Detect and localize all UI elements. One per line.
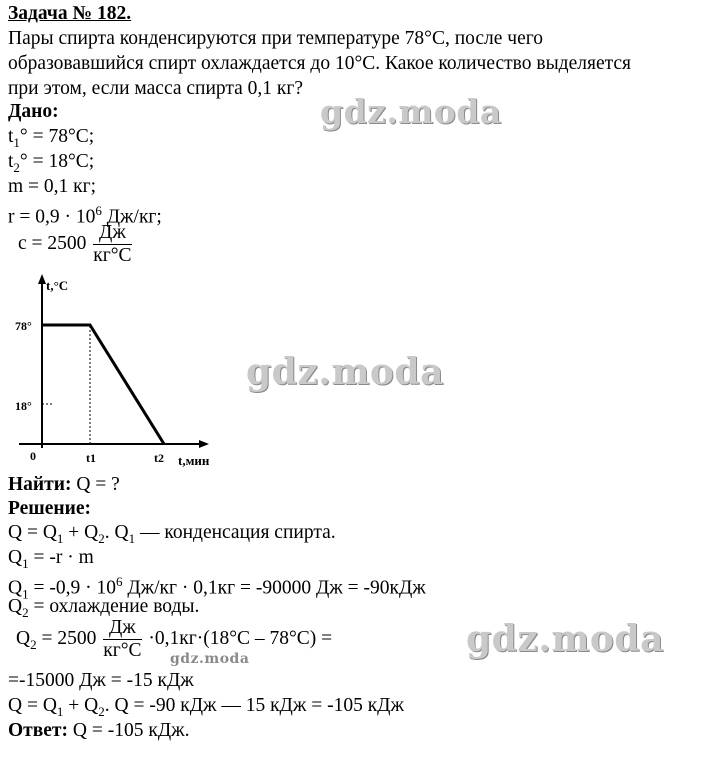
solution-line-7: $Q = Q_1 + Q_2$. Q = -90 кДж — 15 кДж = -105 кДж (8, 695, 404, 719)
x-axis-label: t,мин (178, 453, 210, 468)
solution-label: Решение: (8, 498, 92, 519)
x-axis-arrow (199, 440, 209, 448)
solution-line-3: $Q_1 = -0,9 \cdot 10^6$ Дж/кг · 0,1кг = -90000 Дж = -90кДж (8, 574, 426, 602)
given-label: Дано: (8, 101, 59, 122)
given-r: $r = 0,9 \cdot 10^6$ Дж/кг; (8, 203, 162, 228)
y-axis-arrow (38, 274, 46, 284)
solution-line-4: $Q_2$ = охлаждение воды. (8, 596, 200, 620)
solution-q2-formula: $Q_2 = 2500$ $\frac{Дж}{кг^\circ С}$ ·0,1кг·(18°С – 78°С) = (16, 617, 333, 661)
find-line: Найти: Q = ? (8, 474, 120, 495)
q2-fraction: $\frac{Дж}{кг^\circ С}$ (103, 617, 142, 661)
x-tick-t1: t1 (86, 451, 96, 465)
watermark: gdz.moda (246, 351, 444, 393)
solution-line-2: $Q_1 = -r \cdot m$ (8, 547, 94, 571)
x-tick-t2: t2 (154, 451, 164, 465)
problem-title: Задача № 182. (8, 3, 132, 24)
c-fraction: $\frac{Дж}{кг^\circ С}$ (93, 222, 132, 266)
problem-text-line-1: Пары спирта конденсируются при температуре 78°С, после чего (8, 28, 544, 49)
watermark: gdz.moda (466, 618, 664, 660)
problem-text-line-2: образовавшийся спирт охлаждается до 10°С. Какое количество выделяется (8, 53, 631, 74)
solution-line-1: $Q = Q_1 + Q_2$. $Q_1$ — конденсация спирта. (8, 522, 336, 546)
problem-text-line-3: при этом, если масса спирта 0,1 кг? (8, 78, 304, 99)
origin-label: 0 (30, 449, 36, 463)
temperature-time-graph (14, 268, 219, 468)
given-c-formula: c = 2500 $\frac{Дж}{кг^\circ С}$ (18, 222, 132, 266)
watermark: gdz.moda (320, 92, 502, 131)
given-t2: $t_2^\circ = 18^\circ С$; (8, 151, 95, 175)
answer-line: Ответ: Q = -105 кДж. (8, 720, 190, 741)
y-tick-18: 18° (15, 399, 32, 413)
y-axis-label: t,°C (46, 278, 69, 293)
given-mass: m = 0,1 кг; (8, 176, 97, 197)
watermark-small: gdz.moda (170, 651, 250, 667)
temperature-curve (42, 325, 164, 444)
solution-line-6: =-15000 Дж = -15 кДж (8, 670, 194, 691)
given-t1: $t_1^\circ = 78^\circ С$; (8, 126, 95, 150)
y-tick-78: 78° (15, 319, 32, 333)
